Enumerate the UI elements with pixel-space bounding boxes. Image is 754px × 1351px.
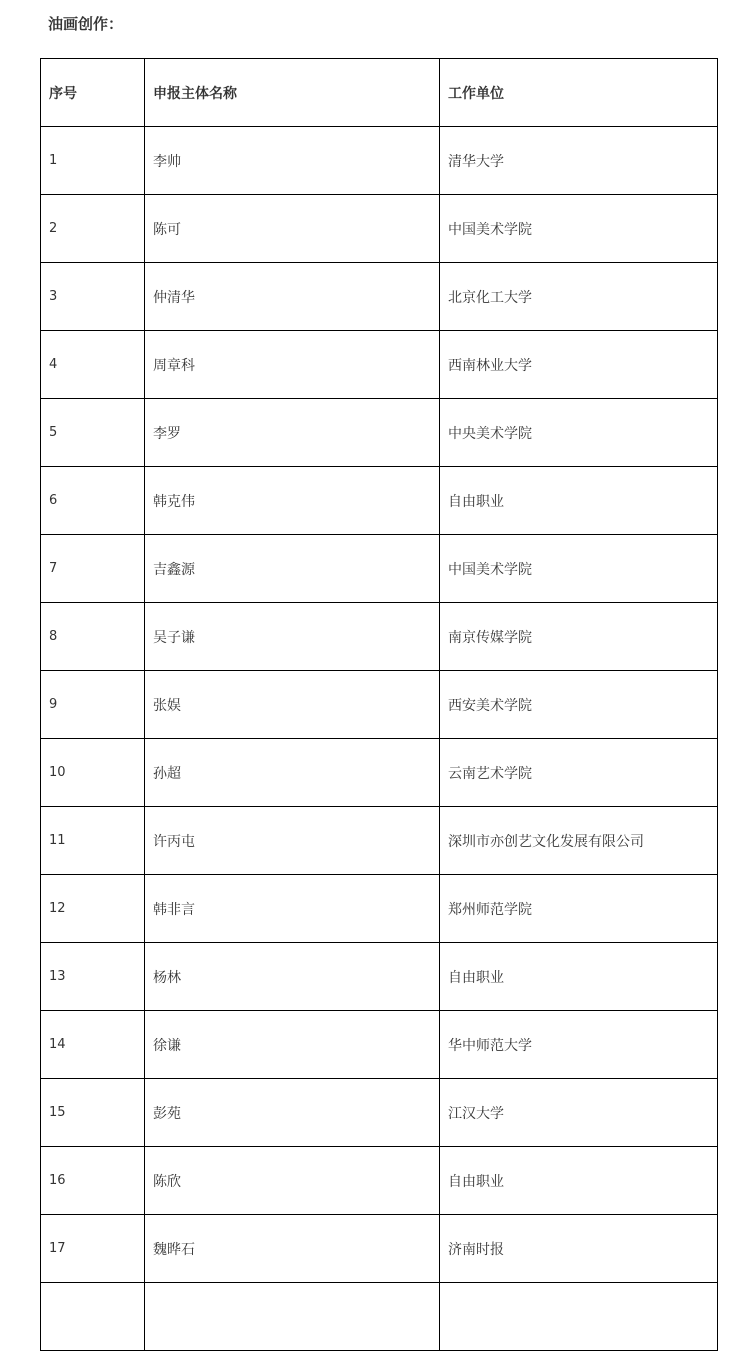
cell-work-unit	[440, 1283, 718, 1351]
table-header-row	[41, 59, 718, 127]
cell-applicant-name: 李帅	[145, 127, 440, 195]
cell-applicant-name	[145, 1283, 440, 1351]
table-row	[41, 943, 718, 1011]
table-row	[41, 127, 718, 195]
table-body	[41, 127, 718, 1351]
cell-applicant-name: 韩非言	[145, 875, 440, 943]
cell-work-unit: 中国美术学院	[440, 535, 718, 603]
cell-work-unit: 中央美术学院	[440, 399, 718, 467]
table-row	[41, 1215, 718, 1283]
cell-serial-number: 7	[41, 535, 145, 603]
header-serial-number: 序号	[41, 59, 145, 127]
cell-applicant-name: 孙超	[145, 739, 440, 807]
table-row	[41, 603, 718, 671]
table-row	[41, 399, 718, 467]
cell-serial-number: 5	[41, 399, 145, 467]
table-row	[41, 195, 718, 263]
cell-applicant-name: 许丙屯	[145, 807, 440, 875]
cell-applicant-name: 吉鑫源	[145, 535, 440, 603]
cell-applicant-name: 彭苑	[145, 1079, 440, 1147]
table-row	[41, 467, 718, 535]
cell-applicant-name: 陈可	[145, 195, 440, 263]
cell-work-unit: 自由职业	[440, 467, 718, 535]
table-row	[41, 263, 718, 331]
cell-applicant-name: 徐谦	[145, 1011, 440, 1079]
cell-work-unit: 清华大学	[440, 127, 718, 195]
cell-applicant-name: 周章科	[145, 331, 440, 399]
cell-applicant-name: 杨林	[145, 943, 440, 1011]
cell-serial-number	[41, 1283, 145, 1351]
cell-applicant-name: 陈欣	[145, 1147, 440, 1215]
cell-serial-number: 1	[41, 127, 145, 195]
cell-serial-number: 6	[41, 467, 145, 535]
cell-work-unit: 华中师范大学	[440, 1011, 718, 1079]
cell-applicant-name: 李罗	[145, 399, 440, 467]
cell-serial-number: 17	[41, 1215, 145, 1283]
cell-work-unit: 云南艺术学院	[440, 739, 718, 807]
table-row	[41, 535, 718, 603]
cell-work-unit: 自由职业	[440, 943, 718, 1011]
table-row	[41, 1147, 718, 1215]
cell-serial-number: 8	[41, 603, 145, 671]
cell-work-unit: 南京传媒学院	[440, 603, 718, 671]
cell-applicant-name: 魏晔石	[145, 1215, 440, 1283]
cell-work-unit: 郑州师范学院	[440, 875, 718, 943]
cell-applicant-name: 吴子谦	[145, 603, 440, 671]
cell-work-unit: 深圳市亦创艺文化发展有限公司	[440, 807, 718, 875]
header-work-unit: 工作单位	[440, 59, 718, 127]
applicant-table	[40, 58, 718, 1351]
cell-work-unit: 西南林业大学	[440, 331, 718, 399]
cell-serial-number: 14	[41, 1011, 145, 1079]
cell-applicant-name: 仲清华	[145, 263, 440, 331]
table-row	[41, 1079, 718, 1147]
section-heading: 油画创作：	[48, 15, 124, 33]
cell-applicant-name: 张娱	[145, 671, 440, 739]
table-row	[41, 1011, 718, 1079]
cell-work-unit: 北京化工大学	[440, 263, 718, 331]
cell-work-unit: 自由职业	[440, 1147, 718, 1215]
cell-serial-number: 9	[41, 671, 145, 739]
cell-serial-number: 2	[41, 195, 145, 263]
cell-serial-number: 13	[41, 943, 145, 1011]
table-row	[41, 1283, 718, 1351]
table-row	[41, 875, 718, 943]
cell-work-unit: 济南时报	[440, 1215, 718, 1283]
cell-work-unit: 江汉大学	[440, 1079, 718, 1147]
table-row	[41, 807, 718, 875]
cell-serial-number: 10	[41, 739, 145, 807]
header-applicant-name: 申报主体名称	[145, 59, 440, 127]
cell-serial-number: 11	[41, 807, 145, 875]
table-row	[41, 739, 718, 807]
cell-serial-number: 4	[41, 331, 145, 399]
table-row	[41, 331, 718, 399]
cell-serial-number: 3	[41, 263, 145, 331]
cell-serial-number: 15	[41, 1079, 145, 1147]
cell-serial-number: 12	[41, 875, 145, 943]
table-row	[41, 671, 718, 739]
cell-work-unit: 西安美术学院	[440, 671, 718, 739]
cell-serial-number: 16	[41, 1147, 145, 1215]
cell-work-unit: 中国美术学院	[440, 195, 718, 263]
cell-applicant-name: 韩克伟	[145, 467, 440, 535]
